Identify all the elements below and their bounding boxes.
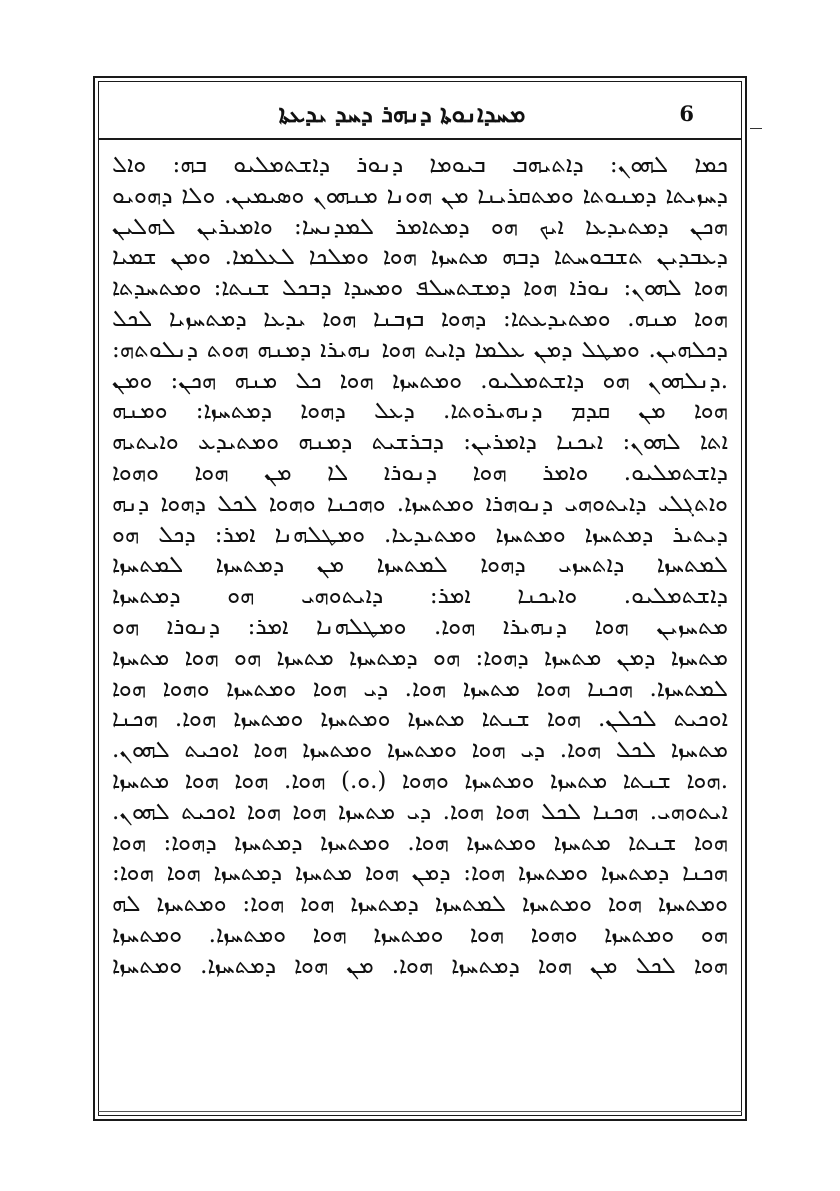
margin-tick	[750, 128, 762, 129]
text-line: ܗܘ ܘܡܬܚܙܐ ܘܗܘܐ ܗܘܐ ܘܡܬܚܙܐ ܗܘܐ ܘܡܬܚܙܐ. ܘܡܬܚܙܐ	[112, 921, 728, 948]
text-line: ܗܟܢܐ ܕܡܬܚܙܐ ܘܡܬܚܙܐ ܗܘܐ: ܕܡܢ ܗܘܐ ܡܬܚܙܐ ܕܡܬܚܙܐ ܗܘܐ ܗܘܐ:	[112, 860, 728, 887]
text-line: ܕܥܒܕܝܢ ܬܫܒܘܚܬܐ ܕܒܗ ܡܬܚܙܐ ܗܘܐ ܘܡܠܟܐ ܠܥܠܡܐ. ܘܡܢ ܫܡܝܐ	[112, 244, 728, 271]
text-line: ܘܡܬܚܙܐ ܗܘܐ ܘܡܬܚܙܐ ܠܡܬܚܙܐ ܕܡܬܚܙܐ ܗܘܐ ܗܘܐ: ܘܡܬܚܙܐ ܠܗ	[112, 891, 728, 918]
page-header	[98, 81, 742, 139]
text-line: .ܕܢܠܗܘܢ ܗܘ ܕܐܫܬܡܠܝܘ. ܘܡܬܚܙܐ ܗܘܐ ܟܠ ܡܢܗ ܗܟܢ: ܘܡܢ	[112, 367, 728, 394]
text-line: ܠܡܬܚܙܐ ܕܐܬܚܙܝ ܕܗܘܐ ܠܡܬܚܙܐ ܡܢ ܕܡܬܚܙܐ ܠܡܬܚܙܐ	[112, 552, 728, 579]
text-line: ܐܝܬܘܗܝ. ܗܟܢܐ ܠܟܠ ܗܘܐ ܗܘܐ. ܕܝ ܡܬܚܙܐ ܗܘܐ ܗܘܐ ܐܘܟܝܬ ܠܗܘܢ.	[112, 798, 728, 825]
text-line: ܡܬܚܙܐ ܕܡܢ ܡܬܚܙܐ ܕܗܘܐ: ܗܘ ܕܡܬܚܙܐ ܡܬܚܙܐ ܗܘ ܗܘܐ ܡܬܚܙܐ	[112, 644, 728, 671]
running-title: ܡܚܕܐܢܘܬܐ ܕܢܗܪ ܕܚܕ ܝܕܥܬܐ	[278, 99, 526, 128]
text-line: ܕܝܬܝܪ ܕܡܬܚܙܐ ܘܡܬܚܙܐ ܘܡܬܝܕܥܐ. ܘܡܛܠܗܢܐ ܐܡܪ: ܕܟܠ ܗܘ	[112, 521, 728, 548]
text-line: ܐܬܐ ܠܗܘܢ: ܐܝܟܢܐ ܕܐܡܪܝܢ: ܕܒܪܫܝܬ ܕܡܢܗ ܘܡܬܝܕܥ ܘܐܝܬܝܗ	[112, 429, 728, 456]
text-line: ܕܐܫܬܡܠܝܘ. ܘܐܝܟܢܐ ܐܡܪ: ܕܐܝܬܘܗܝ ܗܘ ܕܡܬܚܙܐ	[112, 583, 728, 610]
bottom-rule	[98, 1111, 742, 1112]
text-line: ܗܘܐ ܡܢܗ. ܘܡܬܝܕܥܬܐ: ܕܗܘܐ ܒܙܒܢܐ ܗܘܐ ܝܕܥܐ ܕܡܬܚܙܝܐ ܠܟܠ	[112, 305, 728, 332]
text-line: ܐܘܟܝܬ ܠܟܠܢ. ܗܘܐ ܫܢܬܐ ܡܬܚܙܐ ܘܡܬܚܙܐ ܘܡܬܚܙܐ ܗܘܐ. ܗܟܢܐ	[112, 706, 728, 733]
text-line: ܗܘܐ ܡܢ ܩܕܡ ܕܢܗܝܪܘܬܐ. ܕܥܠ ܕܗܘܐ ܕܡܬܚܙܐ: ܘܡܢܗ	[112, 398, 728, 425]
text-line: ܕܚܙܝܬܐ ܕܡܢܘܬܐ ܘܡܬܩܪܝܢܐ ܡܢ ܗܘܢܐ ܡܢܗܘܢ ܘܣܝܡܝܢ. ܘܠܐ ܕܗܘܝܘ	[112, 182, 728, 209]
text-line: ܠܡܬܚܙܐ. ܗܟܢܐ ܗܘܐ ܡܬܚܙܐ ܗܘܐ. ܕܝ ܗܘܐ ܘܡܬܚܙܐ ܘܗܘܐ ܗܘܐ	[112, 675, 728, 702]
text-line: ܡܬܚܙܐ ܠܟܠ ܗܘܐ. ܕܝ ܗܘܐ ܘܡܬܚܙܐ ܘܡܬܚܙܐ ܗܘܐ ܐܘܟܝܬ ܠܗܘܢ.	[112, 737, 728, 764]
text-line: ܡܬܚܙܝܢ ܗܘܐ ܕܢܗܝܪܐ ܗܘܐ. ܘܡܛܠܗܢܐ ܐܡܪ: ܕܢܘܪܐ ܗܘ	[112, 613, 728, 640]
text-line: ܗܟܢ ܕܡܬܝܕܥܐ ܐܝܟ ܗܘ ܕܡܬܐܡܪ ܠܡܕܢܚܐ: ܘܐܡܝܪܝܢ ܠܗܠܝܢ	[112, 213, 728, 240]
text-line: ܗܘܐ ܠܟܠ ܡܢ ܗܘܐ ܕܡܬܚܙܐ ܗܘܐ. ܡܢ ܗܘܐ ܕܡܬܚܙܐ. ܘܡܬܚܙܐ	[112, 952, 728, 979]
text-line: ܘܐܬܓܠܝ ܕܐܝܬܘܗܝ ܕܢܘܗܪܐ ܘܡܬܚܙܐ. ܘܗܟܢܐ ܘܗܘܐ ܠܟܠ ܕܗܘܐ ܕܢܗ	[112, 490, 728, 517]
text-line: ܗܘܐ ܫܢܬܐ ܡܬܚܙܐ ܘܡܬܚܙܐ ܗܘܐ. ܘܡܬܚܙܐ ܕܡܬܚܙܐ ܕܗܘܐ: ܗܘܐ	[112, 829, 728, 856]
text-line: ܗܘܐ ܠܗܘܢ: ܢܘܪܐ ܗܘܐ ܕܡܫܬܚܠܦ ܘܡܚܕܐ ܕܒܟܠ ܫܢܬܐ: ܘܡܬܚܕܬܐ	[112, 275, 728, 302]
text-line: ܕܐܫܬܡܠܝܘ. ܘܐܡܪ ܗܘܐ ܕܢܘܪܐ ܠܐ ܡܢ ܗܘܐ ܘܗܘܐ	[112, 459, 728, 486]
header-rule	[98, 138, 742, 140]
text-line: .ܗܘܐ ܫܢܬܐ ܡܬܚܙܐ ܘܡܬܚܙܐ ܘܗܘܐ (.ܘ.) ܗܘܐ. ܗܘܐ ܗܘܐ ܡܬܚܙܐ	[112, 767, 728, 794]
text-line: ܕܟܠܗܝܢ. ܘܡܛܠ ܕܡܢ ܥܠܡܐ ܕܐܝܬ ܗܘܐ ܢܗܝܪܐ ܕܡܢܗ ܗܘܬ ܕܢܠܘܬܗ:	[112, 336, 728, 363]
page-number: 6	[679, 101, 694, 126]
body-text	[112, 150, 728, 1095]
text-line: ܟܡܐ ܠܗܘܢ: ܕܐܬܝܗܒ ܒܝܘܡܐ ܕܢܘܪ ܕܐܫܬܡܠܝܘ ܒܗ: ܘܐܠ	[112, 152, 728, 178]
